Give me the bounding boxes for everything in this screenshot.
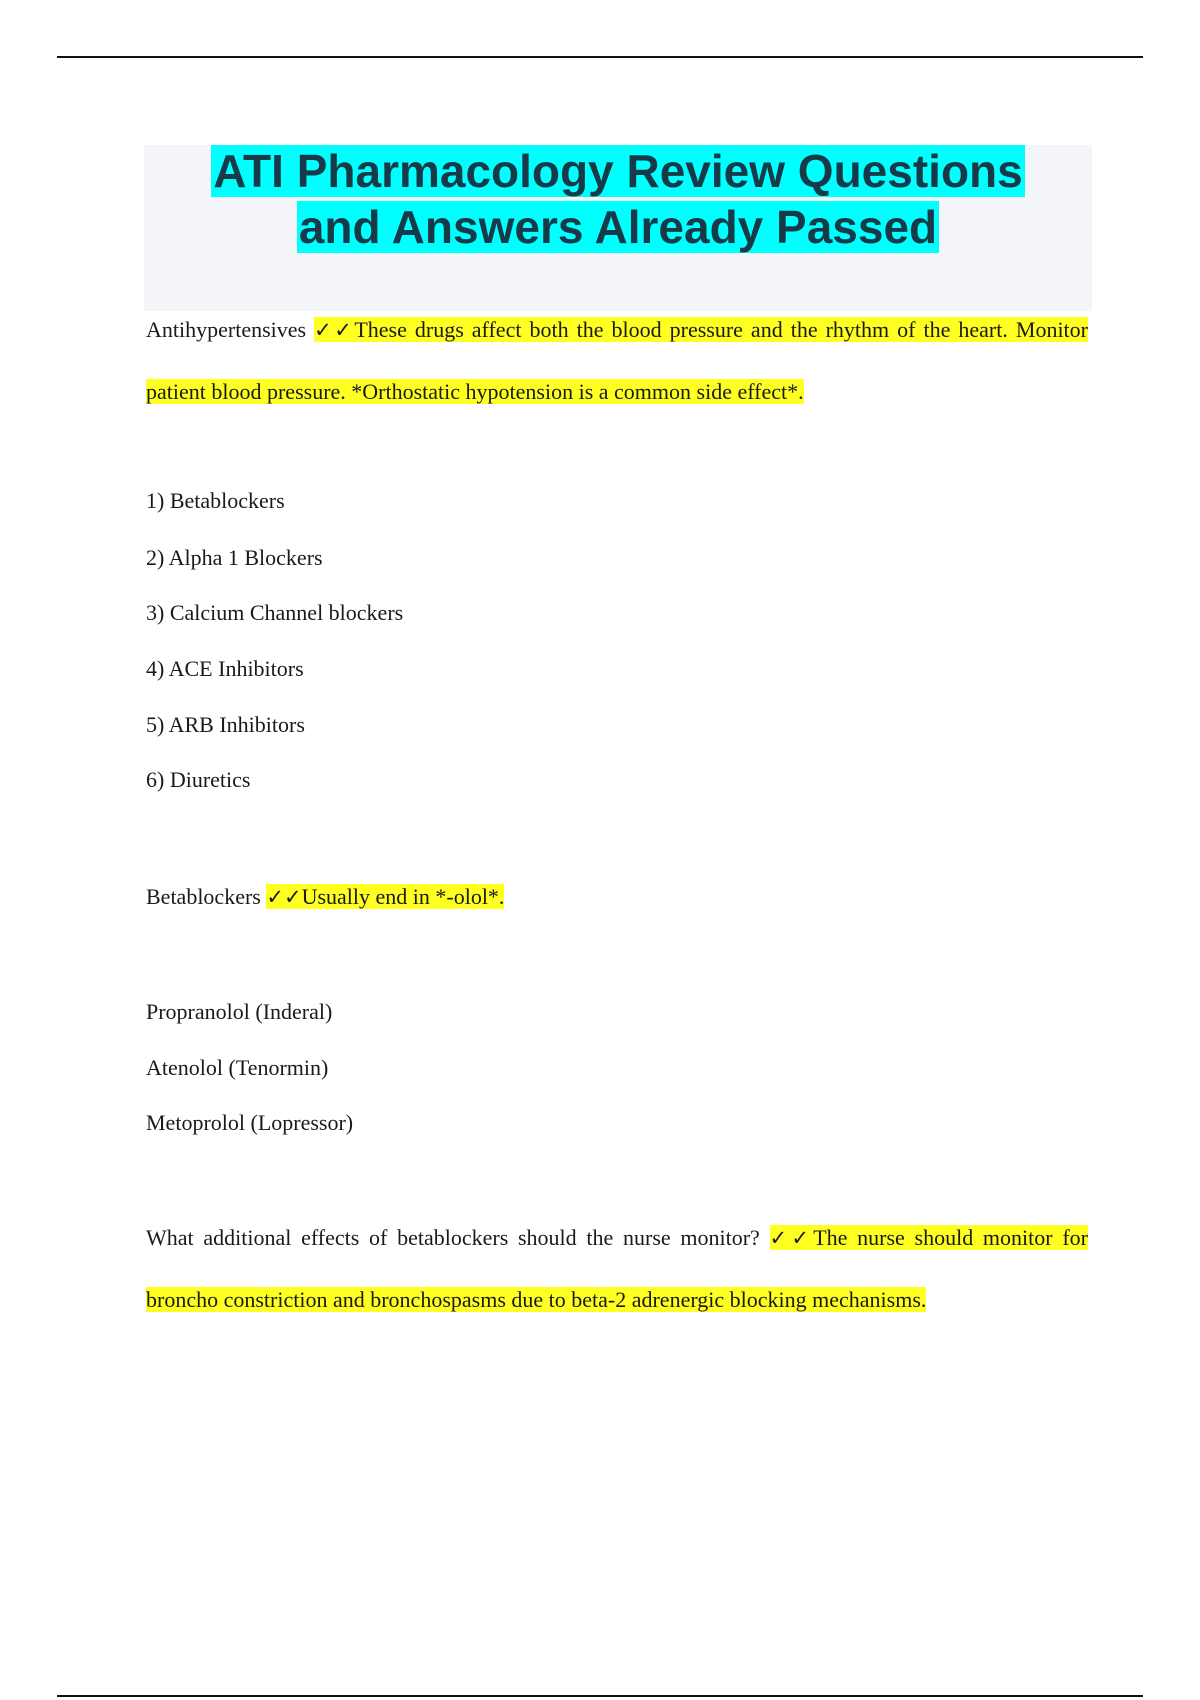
question-text: What additional effects of betablockers should the nurse monitor? (146, 1225, 760, 1250)
qa-betablockers (146, 866, 1088, 928)
drug-class-item: 4) ACE Inhibitors (146, 656, 304, 681)
betablocker-example: Atenolol (Tenormin) (146, 1055, 329, 1080)
drug-class-item: 2) Alpha 1 Blockers (146, 545, 323, 570)
drug-class-item: 1) Betablockers (146, 488, 285, 513)
qa-antihypertensives (146, 299, 1088, 422)
answer-text: Usually end in *-olol*. (301, 884, 505, 909)
bottom-rule (57, 1695, 1143, 1697)
drug-class-item: 3) Calcium Channel blockers (146, 600, 404, 625)
title-line-1: ATI Pharmacology Review Questions (213, 145, 1023, 197)
betablocker-example: Propranolol (Inderal) (146, 999, 333, 1024)
question-text: Antihypertensives (146, 317, 307, 342)
double-check-icon: ✓✓ (266, 885, 302, 909)
answer-text: These drugs affect both the blood pressure and the rhythm of the heart. Monitor patient blood pressure. *Orthostatic hypotension is a common side effect*. (146, 317, 1088, 404)
double-check-icon: ✓✓ (769, 1226, 814, 1250)
top-rule (57, 56, 1143, 58)
question-text: Betablockers (146, 884, 261, 909)
betablocker-example: Metoprolol (Lopressor) (146, 1110, 354, 1135)
drug-class-item: 5) ARB Inhibitors (146, 712, 305, 737)
document-title (144, 143, 1092, 255)
drug-class-item: 6) Diuretics (146, 767, 251, 792)
qa-betablocker-effects (146, 1207, 1088, 1330)
double-check-icon: ✓✓ (314, 318, 355, 342)
answer-highlight (266, 884, 504, 909)
title-line-2: and Answers Already Passed (298, 201, 938, 253)
answer-text: The nurse should monitor for broncho constriction and bronchospasms due to beta-2 adrenergic blocking mechanisms. (146, 1225, 1088, 1312)
